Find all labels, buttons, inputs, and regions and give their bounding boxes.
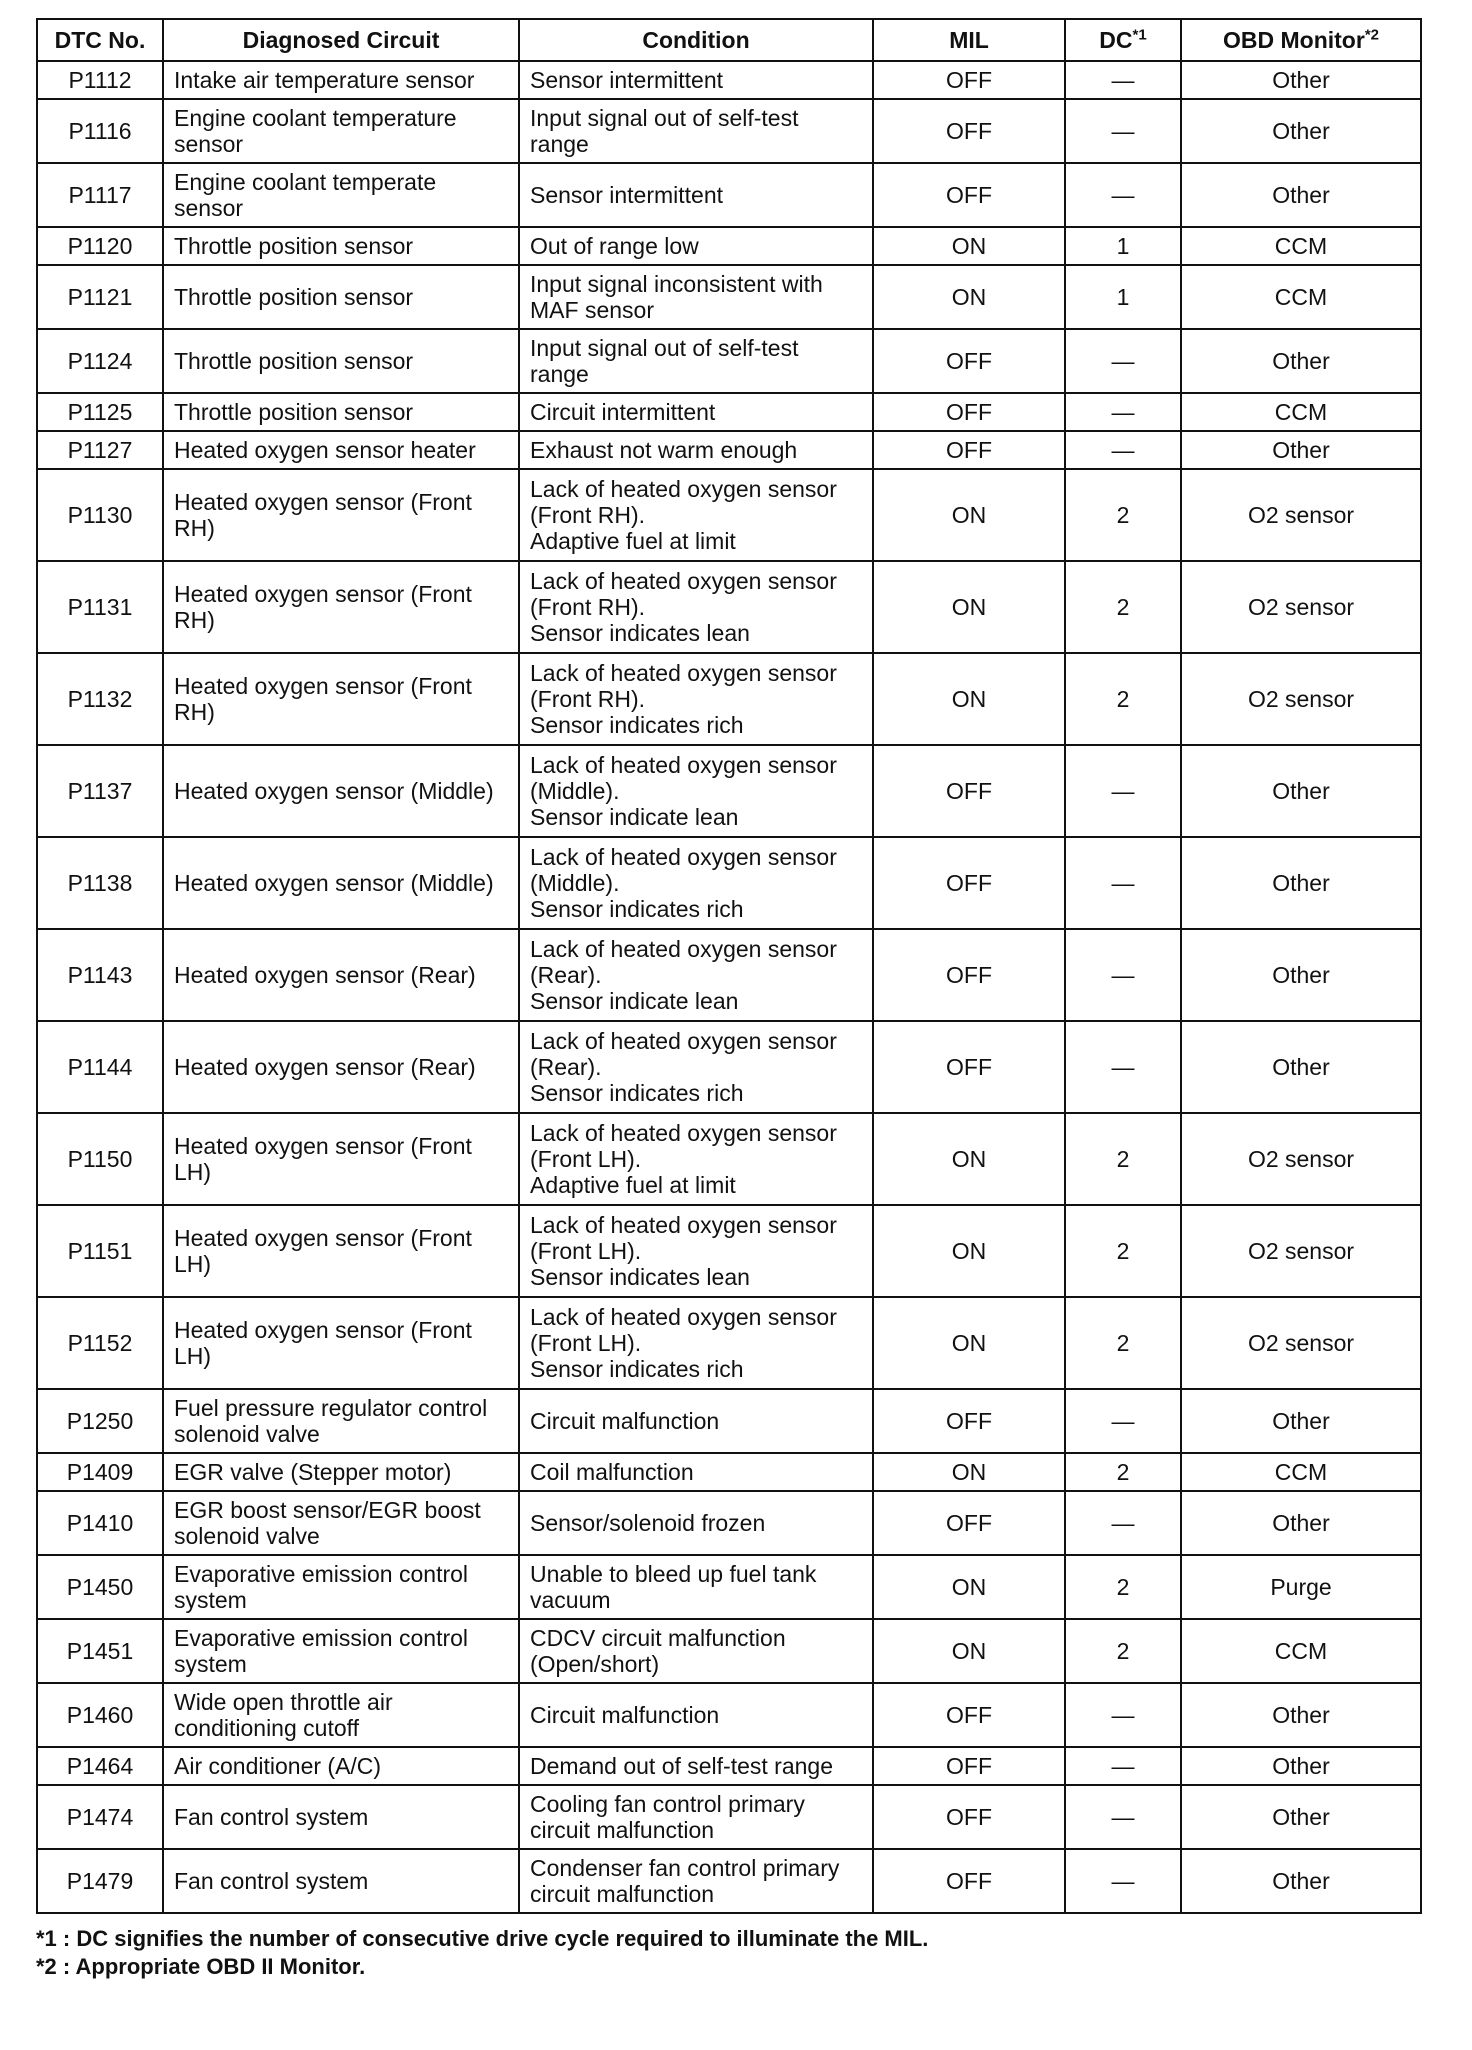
cell-circuit: Heated oxygen sensor (Front LH) <box>163 1297 519 1389</box>
cell-dtc: P1474 <box>37 1785 163 1849</box>
cell-dtc: P1130 <box>37 469 163 561</box>
cell-obd: Other <box>1181 1785 1421 1849</box>
cell-dc: — <box>1065 837 1181 929</box>
cell-dtc: P1152 <box>37 1297 163 1389</box>
cell-dtc: P1121 <box>37 265 163 329</box>
cell-dtc: P1125 <box>37 393 163 431</box>
table-row <box>37 1555 1421 1619</box>
cell-mil: OFF <box>873 1785 1065 1849</box>
cell-dtc: P1132 <box>37 653 163 745</box>
cell-condition: Unable to bleed up fuel tank vacuum <box>519 1555 873 1619</box>
cell-circuit: Heated oxygen sensor (Front LH) <box>163 1113 519 1205</box>
footnote-1: *1 : DC signifies the number of consecutive drive cycle required to illuminate the MIL. <box>36 1926 929 1951</box>
cell-circuit: Heated oxygen sensor (Middle) <box>163 745 519 837</box>
cell-dtc: P1464 <box>37 1747 163 1785</box>
cell-circuit: Engine coolant temperate sensor <box>163 163 519 227</box>
cell-condition: Lack of heated oxygen sensor (Front RH). Adaptive fuel at limit <box>519 469 873 561</box>
cell-obd: O2 sensor <box>1181 1205 1421 1297</box>
cell-dc: — <box>1065 61 1181 99</box>
cell-condition: Demand out of self-test range <box>519 1747 873 1785</box>
cell-dtc: P1131 <box>37 561 163 653</box>
cell-condition: Lack of heated oxygen sensor (Front LH). Sensor indicates rich <box>519 1297 873 1389</box>
cell-dtc: P1144 <box>37 1021 163 1113</box>
header-condition: Condition <box>519 19 873 61</box>
cell-dc: — <box>1065 1785 1181 1849</box>
cell-obd: O2 sensor <box>1181 1297 1421 1389</box>
table-row <box>37 1453 1421 1491</box>
table-row <box>37 1389 1421 1453</box>
table-row <box>37 227 1421 265</box>
table-row <box>37 745 1421 837</box>
cell-dc: — <box>1065 99 1181 163</box>
table-row <box>37 1619 1421 1683</box>
cell-obd: O2 sensor <box>1181 653 1421 745</box>
cell-dc: — <box>1065 1683 1181 1747</box>
table-row <box>37 653 1421 745</box>
cell-circuit: Heated oxygen sensor (Front RH) <box>163 469 519 561</box>
cell-circuit: Heated oxygen sensor (Front RH) <box>163 653 519 745</box>
header-obd <box>1181 19 1421 61</box>
cell-condition: Lack of heated oxygen sensor (Rear). Sensor indicate lean <box>519 929 873 1021</box>
cell-obd: CCM <box>1181 265 1421 329</box>
cell-mil: OFF <box>873 163 1065 227</box>
cell-condition: Sensor/solenoid frozen <box>519 1491 873 1555</box>
cell-dc: 2 <box>1065 653 1181 745</box>
cell-dtc: P1124 <box>37 329 163 393</box>
table-row <box>37 393 1421 431</box>
cell-obd: CCM <box>1181 393 1421 431</box>
cell-dc: — <box>1065 393 1181 431</box>
cell-mil: OFF <box>873 99 1065 163</box>
cell-dc: — <box>1065 745 1181 837</box>
cell-dc: — <box>1065 929 1181 1021</box>
cell-obd: CCM <box>1181 1619 1421 1683</box>
cell-obd: CCM <box>1181 227 1421 265</box>
cell-dc: 1 <box>1065 227 1181 265</box>
cell-mil: OFF <box>873 1021 1065 1113</box>
cell-circuit: Heated oxygen sensor (Rear) <box>163 1021 519 1113</box>
cell-dc: 2 <box>1065 1297 1181 1389</box>
cell-dtc: P1151 <box>37 1205 163 1297</box>
cell-circuit: Heated oxygen sensor heater <box>163 431 519 469</box>
cell-mil: ON <box>873 469 1065 561</box>
cell-circuit: Intake air temperature sensor <box>163 61 519 99</box>
cell-obd: Other <box>1181 1849 1421 1913</box>
cell-circuit: Wide open throttle air conditioning cutoff <box>163 1683 519 1747</box>
cell-circuit: EGR valve (Stepper motor) <box>163 1453 519 1491</box>
cell-dc: 1 <box>1065 265 1181 329</box>
cell-mil: OFF <box>873 1849 1065 1913</box>
cell-circuit: Throttle position sensor <box>163 393 519 431</box>
cell-mil: ON <box>873 1297 1065 1389</box>
cell-mil: ON <box>873 227 1065 265</box>
cell-obd: Purge <box>1181 1555 1421 1619</box>
table-row <box>37 1021 1421 1113</box>
cell-circuit: Evaporative emission control system <box>163 1555 519 1619</box>
table-row <box>37 265 1421 329</box>
cell-circuit: Throttle position sensor <box>163 265 519 329</box>
table-row <box>37 469 1421 561</box>
cell-condition: Circuit intermittent <box>519 393 873 431</box>
cell-circuit: Fan control system <box>163 1849 519 1913</box>
cell-dtc: P1112 <box>37 61 163 99</box>
header-dc <box>1065 19 1181 61</box>
cell-obd: Other <box>1181 1491 1421 1555</box>
cell-condition: Condenser fan control primary circuit malfunction <box>519 1849 873 1913</box>
cell-circuit: Engine coolant temperature sensor <box>163 99 519 163</box>
dtc-table-container <box>36 18 1420 1914</box>
cell-condition: Lack of heated oxygen sensor (Middle). Sensor indicates rich <box>519 837 873 929</box>
cell-dc: 2 <box>1065 1619 1181 1683</box>
table-row <box>37 1683 1421 1747</box>
cell-mil: ON <box>873 265 1065 329</box>
cell-dc: — <box>1065 1491 1181 1555</box>
cell-mil: ON <box>873 1453 1065 1491</box>
cell-mil: OFF <box>873 431 1065 469</box>
cell-mil: OFF <box>873 1747 1065 1785</box>
header-mil: MIL <box>873 19 1065 61</box>
cell-condition: Circuit malfunction <box>519 1683 873 1747</box>
cell-dc: 2 <box>1065 1113 1181 1205</box>
cell-obd: Other <box>1181 1683 1421 1747</box>
cell-dc: — <box>1065 1389 1181 1453</box>
cell-mil: OFF <box>873 1491 1065 1555</box>
cell-circuit: Heated oxygen sensor (Middle) <box>163 837 519 929</box>
cell-dc: — <box>1065 1747 1181 1785</box>
header-row <box>37 19 1421 61</box>
footnotes <box>36 1925 928 1981</box>
table-row <box>37 1205 1421 1297</box>
table-row <box>37 1849 1421 1913</box>
table-row <box>37 1113 1421 1205</box>
table-row <box>37 561 1421 653</box>
table-row <box>37 1747 1421 1785</box>
header-obd-footnote-marker: *2 <box>1364 26 1379 44</box>
cell-dtc: P1117 <box>37 163 163 227</box>
cell-condition: Input signal out of self-test range <box>519 99 873 163</box>
table-row <box>37 61 1421 99</box>
cell-condition: Exhaust not warm enough <box>519 431 873 469</box>
header-dtc: DTC No. <box>37 19 163 61</box>
cell-circuit: Fuel pressure regulator control solenoid valve <box>163 1389 519 1453</box>
cell-condition: CDCV circuit malfunction (Open/short) <box>519 1619 873 1683</box>
cell-circuit: Evaporative emission control system <box>163 1619 519 1683</box>
cell-dtc: P1451 <box>37 1619 163 1683</box>
table-row <box>37 1785 1421 1849</box>
cell-obd: Other <box>1181 1389 1421 1453</box>
table-row <box>37 163 1421 227</box>
cell-circuit: Heated oxygen sensor (Rear) <box>163 929 519 1021</box>
cell-mil: ON <box>873 1555 1065 1619</box>
cell-obd: Other <box>1181 1747 1421 1785</box>
cell-dtc: P1460 <box>37 1683 163 1747</box>
cell-condition: Lack of heated oxygen sensor (Front RH). Sensor indicates lean <box>519 561 873 653</box>
cell-dc: — <box>1065 1021 1181 1113</box>
cell-circuit: Fan control system <box>163 1785 519 1849</box>
table-row <box>37 929 1421 1021</box>
cell-circuit: Heated oxygen sensor (Front LH) <box>163 1205 519 1297</box>
cell-mil: ON <box>873 561 1065 653</box>
cell-dtc: P1150 <box>37 1113 163 1205</box>
cell-condition: Input signal inconsistent with MAF sensor <box>519 265 873 329</box>
cell-mil: ON <box>873 1619 1065 1683</box>
cell-mil: OFF <box>873 837 1065 929</box>
cell-circuit: EGR boost sensor/EGR boost solenoid valve <box>163 1491 519 1555</box>
cell-dtc: P1116 <box>37 99 163 163</box>
cell-mil: OFF <box>873 329 1065 393</box>
cell-condition: Lack of heated oxygen sensor (Front LH). Adaptive fuel at limit <box>519 1113 873 1205</box>
cell-dc: 2 <box>1065 1205 1181 1297</box>
cell-dtc: P1137 <box>37 745 163 837</box>
header-dc-label: DC <box>1099 27 1133 53</box>
table-row <box>37 329 1421 393</box>
cell-dc: — <box>1065 1849 1181 1913</box>
cell-obd: Other <box>1181 837 1421 929</box>
cell-condition: Lack of heated oxygen sensor (Front LH). Sensor indicates lean <box>519 1205 873 1297</box>
header-dc-footnote-marker: *1 <box>1132 26 1147 44</box>
dtc-table <box>36 18 1422 1914</box>
cell-circuit: Throttle position sensor <box>163 227 519 265</box>
cell-condition: Coil malfunction <box>519 1453 873 1491</box>
cell-condition: Circuit malfunction <box>519 1389 873 1453</box>
table-row <box>37 1297 1421 1389</box>
cell-dtc: P1250 <box>37 1389 163 1453</box>
cell-condition: Lack of heated oxygen sensor (Middle). Sensor indicate lean <box>519 745 873 837</box>
table-row <box>37 1491 1421 1555</box>
cell-condition: Lack of heated oxygen sensor (Front RH). Sensor indicates rich <box>519 653 873 745</box>
cell-obd: O2 sensor <box>1181 561 1421 653</box>
cell-mil: OFF <box>873 1683 1065 1747</box>
cell-mil: ON <box>873 1113 1065 1205</box>
cell-dtc: P1479 <box>37 1849 163 1913</box>
cell-circuit: Throttle position sensor <box>163 329 519 393</box>
cell-dc: 2 <box>1065 1453 1181 1491</box>
cell-dc: 2 <box>1065 1555 1181 1619</box>
cell-dc: — <box>1065 431 1181 469</box>
cell-obd: Other <box>1181 163 1421 227</box>
cell-condition: Sensor intermittent <box>519 163 873 227</box>
cell-condition: Cooling fan control primary circuit malfunction <box>519 1785 873 1849</box>
footnote-2: *2 : Appropriate OBD II Monitor. <box>36 1954 366 1979</box>
cell-obd: Other <box>1181 431 1421 469</box>
cell-dtc: P1410 <box>37 1491 163 1555</box>
cell-obd: Other <box>1181 329 1421 393</box>
cell-dtc: P1143 <box>37 929 163 1021</box>
cell-mil: ON <box>873 1205 1065 1297</box>
cell-circuit: Heated oxygen sensor (Front RH) <box>163 561 519 653</box>
cell-obd: O2 sensor <box>1181 469 1421 561</box>
cell-obd: O2 sensor <box>1181 1113 1421 1205</box>
table-row <box>37 431 1421 469</box>
cell-mil: OFF <box>873 745 1065 837</box>
table-row <box>37 99 1421 163</box>
cell-condition: Sensor intermittent <box>519 61 873 99</box>
cell-mil: ON <box>873 653 1065 745</box>
cell-condition: Lack of heated oxygen sensor (Rear). Sensor indicates rich <box>519 1021 873 1113</box>
cell-dtc: P1138 <box>37 837 163 929</box>
cell-mil: OFF <box>873 1389 1065 1453</box>
cell-dtc: P1450 <box>37 1555 163 1619</box>
header-obd-label: OBD Monitor <box>1223 27 1365 53</box>
cell-mil: OFF <box>873 393 1065 431</box>
cell-mil: OFF <box>873 929 1065 1021</box>
cell-condition: Out of range low <box>519 227 873 265</box>
cell-obd: Other <box>1181 745 1421 837</box>
cell-obd: Other <box>1181 929 1421 1021</box>
cell-obd: Other <box>1181 61 1421 99</box>
cell-mil: OFF <box>873 61 1065 99</box>
cell-dtc: P1120 <box>37 227 163 265</box>
cell-circuit: Air conditioner (A/C) <box>163 1747 519 1785</box>
cell-obd: Other <box>1181 99 1421 163</box>
cell-dtc: P1409 <box>37 1453 163 1491</box>
cell-dc: 2 <box>1065 561 1181 653</box>
cell-obd: CCM <box>1181 1453 1421 1491</box>
cell-obd: Other <box>1181 1021 1421 1113</box>
cell-dc: — <box>1065 329 1181 393</box>
cell-condition: Input signal out of self-test range <box>519 329 873 393</box>
table-row <box>37 837 1421 929</box>
cell-dtc: P1127 <box>37 431 163 469</box>
header-circuit: Diagnosed Circuit <box>163 19 519 61</box>
cell-dc: 2 <box>1065 469 1181 561</box>
cell-dc: — <box>1065 163 1181 227</box>
